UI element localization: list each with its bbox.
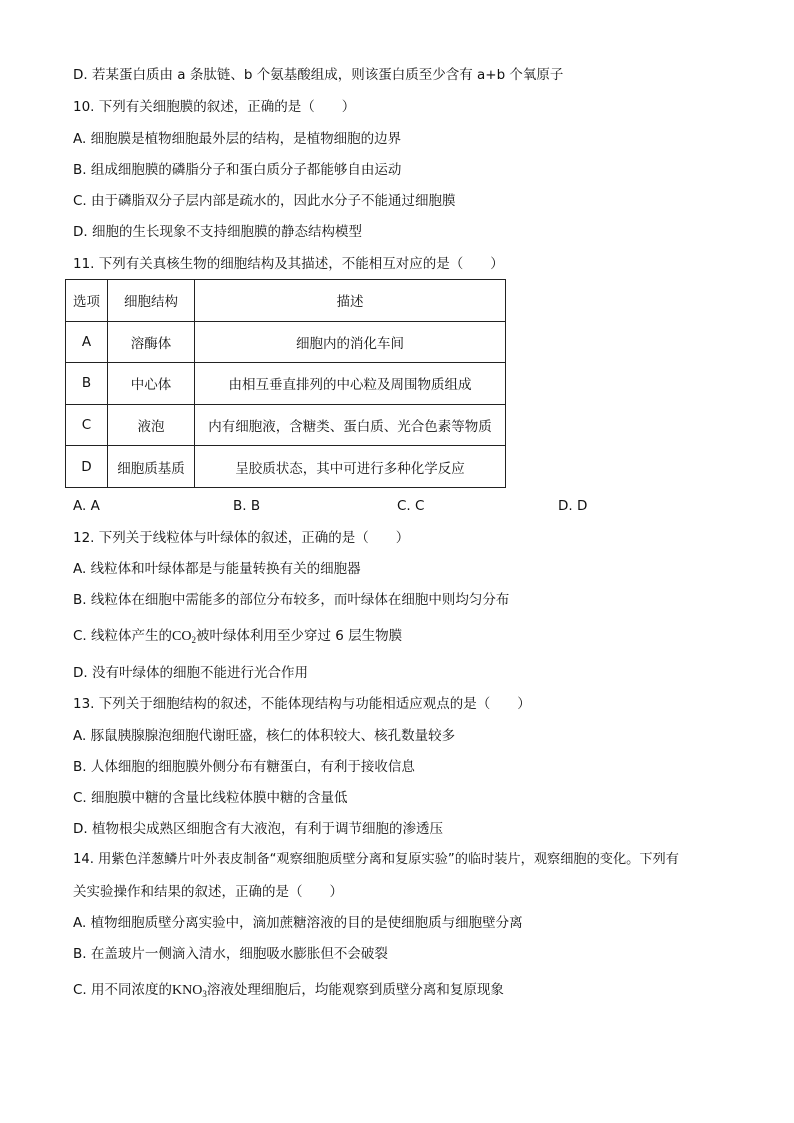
- header-structure: 细胞结构: [108, 280, 195, 322]
- q10-stem: 10. 下列有关细胞膜的叙述，正确的是（ ）: [73, 99, 356, 115]
- cell-option: A: [66, 321, 108, 363]
- q12-option-c-text: C. 线粒体产生的: [73, 628, 173, 644]
- cell-description: 由相互垂直排列的中心粒及周围物质组成: [195, 363, 506, 405]
- q10-option-a: A. 细胞膜是植物细胞最外层的结构，是植物细胞的边界: [73, 131, 402, 147]
- table-row: [66, 321, 506, 363]
- q14-stem-line1: 14. 用紫色洋葱鳞片叶外表皮制备“观察细胞质壁分离和复原实验”的临时装片，观察细胞的变化。下列有: [73, 852, 679, 867]
- cell-structure: 细胞质基质: [108, 446, 195, 488]
- q12-option-a: A. 线粒体和叶绿体都是与能量转换有关的细胞器: [73, 561, 361, 577]
- cell-description: 内有细胞液，含糖类、蛋白质、光合色素等物质: [195, 404, 506, 446]
- q11-option-b: B. B: [233, 498, 261, 514]
- q14-option-c: [73, 981, 504, 1003]
- q11-option-c: C. C: [397, 498, 425, 514]
- q13-option-d: D. 植物根尖成熟区细胞含有大液泡，有利于调节细胞的渗透压: [73, 821, 443, 837]
- q13-option-b: B. 人体细胞的细胞膜外侧分布有糖蛋白，有利于接收信息: [73, 759, 415, 775]
- q10-option-b: B. 组成细胞膜的磷脂分子和蛋白质分子都能够自由运动: [73, 162, 402, 178]
- co2-formula: $CO_2$: [172, 629, 196, 645]
- q14-option-c-rest: 溶液处理细胞后，均能观察到质壁分离和复原现象: [206, 982, 504, 998]
- table-header-row: [66, 280, 506, 322]
- q13-option-c: C. 细胞膜中糖的含量比线粒体膜中糖的含量低: [73, 790, 348, 806]
- cell-structure: 中心体: [108, 363, 195, 405]
- table-row: [66, 404, 506, 446]
- q12-option-c: [73, 627, 402, 649]
- q11-option-a: A. A: [73, 498, 100, 514]
- q11-options: [73, 498, 773, 516]
- q11-stem: 11. 下列有关真核生物的细胞结构及其描述，不能相互对应的是（ ）: [73, 256, 504, 272]
- cell-option: D: [66, 446, 108, 488]
- q13-stem: 13. 下列关于细胞结构的叙述，不能体现结构与功能相适应观点的是（ ）: [73, 696, 531, 712]
- q12-stem: 12. 下列关于线粒体与叶绿体的叙述，正确的是（ ）: [73, 530, 410, 546]
- q10-option-d: D. 细胞的生长现象不支持细胞膜的静态结构模型: [73, 224, 362, 240]
- cell-description: 呈胶质状态，其中可进行多种化学反应: [195, 446, 506, 488]
- kno3-formula: $KNO_3$: [172, 983, 207, 999]
- q9-option-d: D. 若某蛋白质由 a 条肽链、b 个氨基酸组成，则该蛋白质至少含有 a+b 个氧原子: [73, 67, 564, 83]
- cell-structure: 溶酶体: [108, 321, 195, 363]
- header-description: 描述: [195, 280, 506, 322]
- q12-option-d: D. 没有叶绿体的细胞不能进行光合作用: [73, 665, 308, 681]
- q14-option-a: A. 植物细胞质壁分离实验中，滴加蔗糖溶液的目的是使细胞质与细胞壁分离: [73, 915, 523, 931]
- q11-table: [65, 279, 506, 488]
- q14-stem-line2: 关实验操作和结果的叙述，正确的是（ ）: [73, 884, 343, 900]
- q11-option-d: D. D: [558, 498, 588, 514]
- table-row: [66, 363, 506, 405]
- q14-option-b: B. 在盖玻片一侧滴入清水，细胞吸水膨胀但不会破裂: [73, 946, 388, 962]
- cell-structure: 液泡: [108, 404, 195, 446]
- q12-option-c-rest: 被叶绿体利用至少穿过 6 层生物膜: [195, 628, 403, 644]
- cell-option: C: [66, 404, 108, 446]
- q12-option-b: B. 线粒体在细胞中需能多的部位分布较多，而叶绿体在细胞中则均匀分布: [73, 592, 510, 608]
- q10-option-c: C. 由于磷脂双分子层内部是疏水的，因此水分子不能通过细胞膜: [73, 193, 456, 209]
- q13-option-a: A. 豚鼠胰腺腺泡细胞代谢旺盛，核仁的体积较大、核孔数量较多: [73, 728, 456, 744]
- q14-option-c-text: C. 用不同浓度的: [73, 982, 173, 998]
- table-row: [66, 446, 506, 488]
- header-option: 选项: [66, 280, 108, 322]
- cell-option: B: [66, 363, 108, 405]
- cell-description: 细胞内的消化车间: [195, 321, 506, 363]
